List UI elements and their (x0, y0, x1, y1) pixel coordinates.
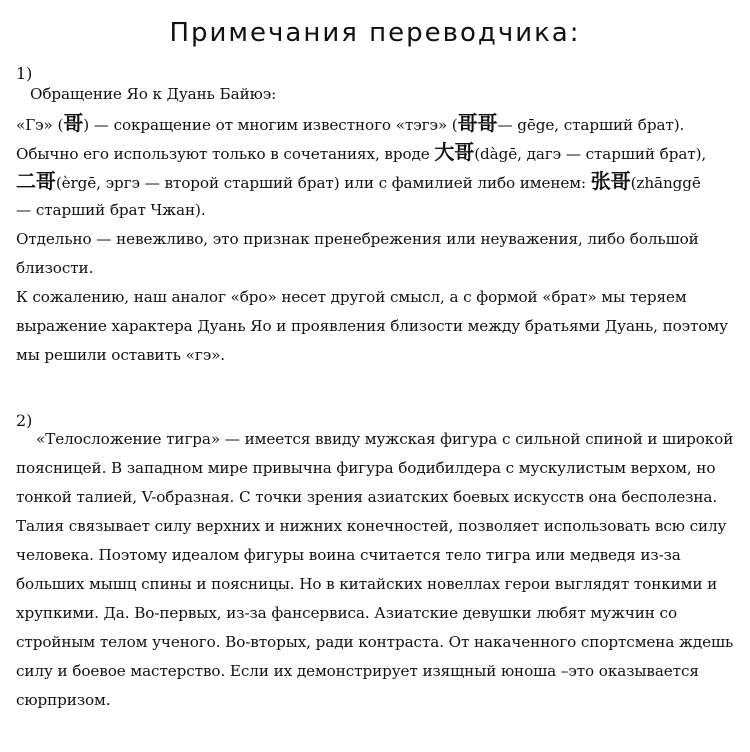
note-line: выражение характера Дуань Яо и проявления близости между братьями Дуань, поэтому (16, 317, 728, 335)
cjk-character: 哥 (610, 169, 631, 193)
note-line: стройным телом ученого. Во-вторых, ради контраста. От накаченного спортсмена ждешь (16, 633, 734, 651)
note-line: мы решили оставить «гэ». (16, 346, 226, 364)
note-number: 1) (16, 64, 33, 83)
note-number: 2) (16, 411, 33, 430)
note-line: человека. Поэтому идеалом фигуры воина считается тело тигра или медведя из-за (16, 546, 681, 564)
note-line: близости. (16, 259, 94, 277)
note-line: Обычно его используют только в сочетаниях, вроде 大哥(dàgē, дагэ — старший брат), (16, 140, 707, 164)
cjk-character: 张 (590, 169, 611, 193)
note-line: силу и боевое мастерство. Если их демонстрирует изящный юноша –это оказывается (16, 662, 699, 680)
note-line: «Телосложение тигра» — имеется ввиду мужская фигура с сильной спиной и широкой (36, 430, 734, 448)
page-title: Примечания переводчика: (169, 18, 581, 48)
cjk-character: 哥 (457, 111, 478, 135)
note-line: Обращение Яо к Дуань Байюэ: (30, 85, 277, 103)
cjk-character: 哥 (35, 169, 56, 193)
note-line: «Гэ» (哥) — сокращение от многим известного «тэгэ» (哥哥— gēge, старший брат). (16, 111, 685, 135)
cjk-character: 哥 (454, 140, 475, 164)
cjk-character: 哥 (63, 111, 84, 135)
cjk-character: 哥 (477, 111, 498, 135)
cjk-character: 二 (16, 169, 36, 193)
note-line: 二哥(èrgē, эргэ — второй старший брат) или с фамилией либо именем: 张哥(zhānggē (16, 169, 701, 193)
note-line: К сожалению, наш аналог «бро» несет другой смысл, а с формой «брат» мы теряем (16, 288, 687, 306)
note-line: поясницей. В западном мире привычна фигура бодибилдера с мускулистым верхом, но (16, 459, 716, 477)
note-line: сюрпризом. (16, 691, 111, 709)
note-line: Талия связывает силу верхних и нижних конечностей, позволяет использовать всю силу (16, 517, 727, 535)
note-line: хрупкими. Да. Во-первых, из-за фансервиса. Азиатские девушки любят мужчин со (16, 604, 678, 622)
note-line: Отдельно — невежливо, это признак пренебрежения или неуважения, либо большой (16, 230, 699, 248)
note-line: больших мышц спины и поясницы. Но в китайских новеллах герои выглядят тонкими и (16, 575, 718, 593)
note-line: тонкой талией, V-образная. С точки зрения азиатских боевых искусств она бесполезна. (16, 488, 718, 506)
cjk-character: 大 (434, 140, 455, 164)
note-line: — старший брат Чжан). (16, 201, 206, 219)
